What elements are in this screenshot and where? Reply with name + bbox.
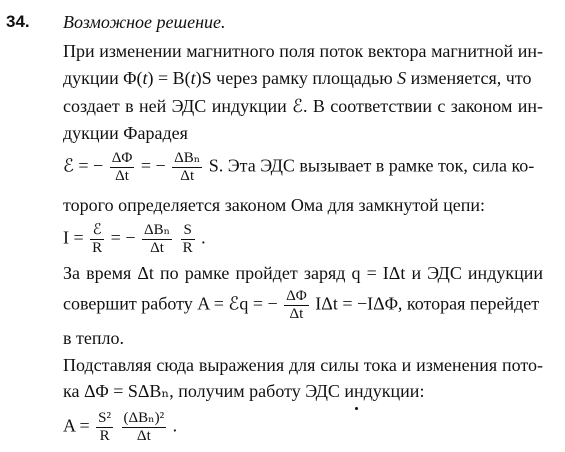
ink-speck [355,407,358,410]
fraction-denominator: Δt [136,428,151,444]
fraction-denominator: R [99,428,110,444]
fraction-numerator: ℰ [90,222,104,240]
fraction-numerator: ΔBₙ [174,150,201,166]
text-fragment: S [397,68,407,88]
fraction [96,410,113,445]
fraction-denominator: Δt [150,240,164,256]
text-line-1: При изменении магнитного поля поток вектора магнитной ин- [63,41,543,61]
fraction-numerator: S² [98,410,112,426]
text-line-12: ка ΔΦ = SΔBₙ, получим работу ЭДС индукции: [63,381,425,401]
text-line-2 [63,67,543,89]
text-fragment: ) = B( [147,68,191,88]
fraction-numerator: S [181,222,195,240]
work-equation [63,288,539,323]
fraction [110,150,135,185]
fraction-numerator: ΔΦ [286,288,307,304]
text-line-4: дукции Фарадея [63,123,188,143]
text-fragment: изменяется, что [406,68,532,88]
fraction-denominator: Δt [180,168,195,184]
text-fragment: t [142,68,148,88]
fraction [142,222,172,257]
equation-text: ℰ = − [63,155,104,176]
final-equation [63,410,177,445]
fraction [181,222,195,257]
fraction [172,150,202,185]
fraction-denominator: R [182,240,193,256]
fraction-numerator: ΔΦ [111,150,133,166]
fraction-denominator: Δt [115,168,129,184]
equation-text: S. Эта ЭДС вызывает в рамке ток, сила ко- [208,155,535,176]
fraction [90,222,104,257]
text-line-6: торого определяется законом Ома для замкнутой цепи: [63,195,486,215]
fraction-numerator: (ΔBₙ)² [123,410,165,426]
text-fragment: дукции Φ( [63,68,143,88]
text-line-3: создает в ней ЭДС индукции ℰ. В соответствии с законом ин- [63,96,543,116]
equation-text: A = [63,415,90,436]
equation-text: IΔt = −IΔΦ, которая перейдет [315,293,540,314]
text-fragment: )S через рамку площадью [195,68,398,88]
equation-text: = − [140,155,166,176]
equation-text: = − [110,227,136,248]
fraction [122,410,167,445]
solution-heading: Возможное решение. [63,12,226,32]
equation-text: I = [63,227,84,248]
fraction-numerator: ΔBₙ [143,222,171,238]
equation-text: . [172,415,178,436]
ohm-equation [63,222,206,257]
fraction [284,288,309,323]
equation-text: . [201,227,206,248]
fraction-denominator: Δt [289,306,304,322]
text-fragment: t [190,68,196,88]
problem-number: 34. [6,12,30,31]
faraday-equation [63,150,534,185]
equation-text: совершит работу A = ℰq = − [63,293,278,314]
text-line-10: в тепло. [63,328,124,348]
text-line-11: Подставляя сюда выражения для силы тока и изменения пото- [63,355,543,375]
fraction-denominator: R [92,240,103,256]
text-line-8: За время Δt по рамке пройдет заряд q = IΔt и ЭДС индукции [63,263,543,283]
